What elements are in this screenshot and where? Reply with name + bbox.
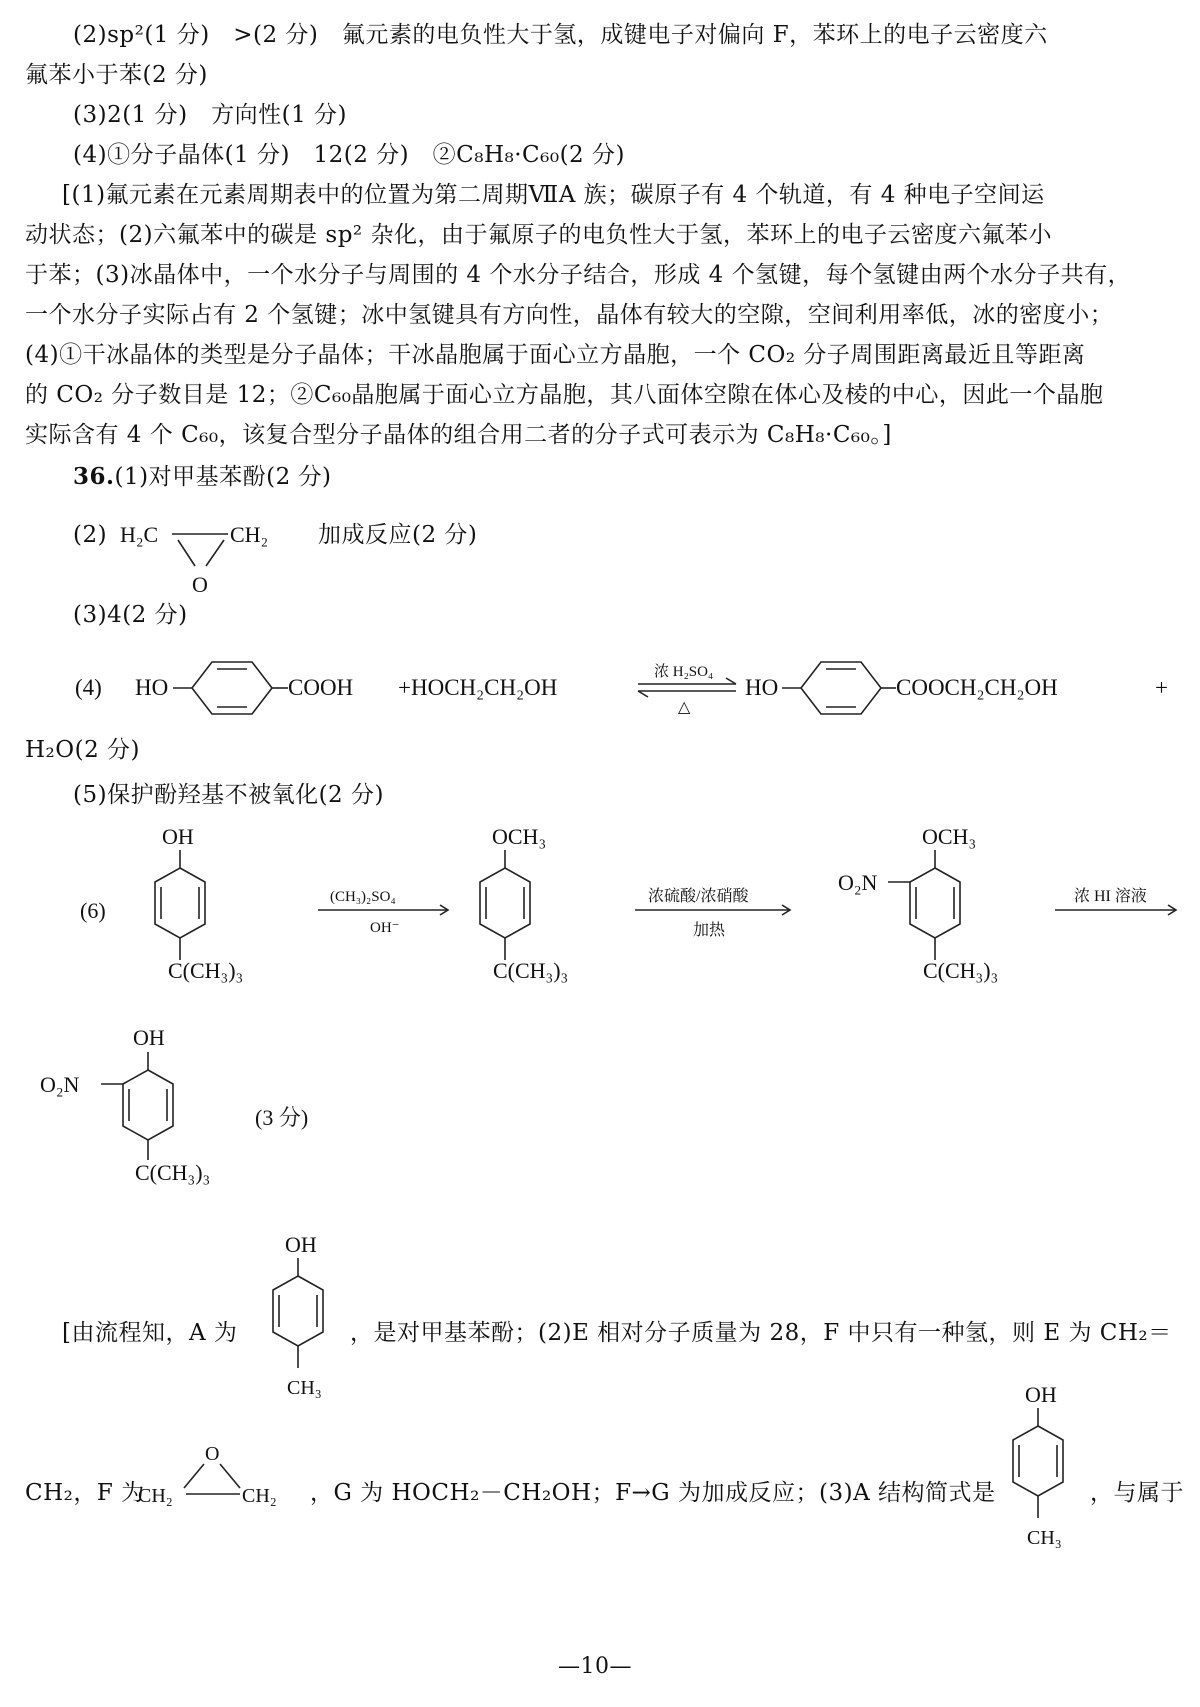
q36-part5: (5)保护酚羟基不被氧化(2 分) xyxy=(73,782,384,808)
h2c-label: H₂C xyxy=(120,522,159,547)
q36-part3: (3)4(2 分) xyxy=(73,602,188,628)
q36-part1-text: (1)对甲基苯酚(2 分) xyxy=(114,464,332,490)
oh-label: OH xyxy=(162,824,194,849)
q36-part4-water: H₂O(2 分) xyxy=(25,737,141,763)
oh-label: OH xyxy=(133,1025,165,1050)
part6-score: (3 分) xyxy=(255,1105,309,1130)
condition-h2so4: 浓 H₂SO₄ xyxy=(654,664,714,680)
q36-explanation-1a: [由流程知，A 为 xyxy=(62,1320,238,1346)
q36-explanation-2c: ，与属于 xyxy=(1090,1480,1184,1506)
q36-explanation-2a: CH₂，F 为 xyxy=(25,1480,145,1506)
arrow1-reagent: (CH₃)₂SO₄ xyxy=(330,889,396,905)
q36-part1 xyxy=(73,462,332,492)
q35-explanation-line: 的 CO₂ 分子数目是 12；②C₆₀晶胞属于面心立方晶胞，其八面体空隙在体心及棱的中心，因此一个晶胞 xyxy=(25,382,1104,408)
tert-butyl-label: C(CH₃)₃ xyxy=(135,1160,211,1185)
arrow1-condition: OH⁻ xyxy=(370,920,400,936)
oh-label: OH xyxy=(1025,1382,1057,1407)
q35-explanation-line: 一个水分子实际占有 2 个氢键；冰中氢键具有方向性，晶体有较大的空隙，空间利用率低，冰的密度小； xyxy=(25,302,1114,328)
q35-answer-4: (4)①分子晶体(1 分) 12(2 分) ②C₈H₈·C₆₀(2 分) xyxy=(73,142,625,168)
nitro-label: O₂N xyxy=(40,1072,80,1097)
q35-answer-3: (3)2(1 分) 方向性(1 分) xyxy=(73,102,347,128)
q36-part2-label: (2) xyxy=(73,522,108,548)
cooh-group: COOH xyxy=(288,675,354,700)
benzene-ring xyxy=(1013,1426,1063,1496)
q36-explanation-1b: ，是对甲基苯酚；(2)E 相对分子质量为 28，F 中只有一种氢，则 E 为 CH₂＝ xyxy=(350,1320,1172,1346)
q35-explanation-line: 于苯；(3)冰晶体中，一个水分子与周围的 4 个水分子结合，形成 4 个氢键，每个氢键由两个水分子共有， xyxy=(25,262,1132,288)
ethylene-oxide-structure xyxy=(138,1432,313,1512)
och3-label: OCH₃ xyxy=(492,824,547,849)
ethylene-glycol: +HOCH₂CH₂OH xyxy=(398,675,558,700)
tert-butyl-label: C(CH₃)₃ xyxy=(493,958,569,983)
condition-heat: △ xyxy=(678,699,691,716)
p-cresol-structure xyxy=(255,1228,345,1428)
o-label: O xyxy=(192,572,208,597)
q35-explanation-line: (4)①干冰晶体的类型是分子晶体；干冰晶胞属于面心立方晶胞，一个 CO₂ 分子周围距离最近且等距离 xyxy=(25,342,1086,368)
ethylene-oxide-structure xyxy=(120,510,290,600)
q35-answer-2: (2)sp²(1 分) >(2 分) 氟元素的电负性大于氢，成键电子对偏向 F，苯环上的电子云密度六 xyxy=(73,22,1048,48)
tert-butyl-label: C(CH₃)₃ xyxy=(923,958,999,983)
part6-label: (6) xyxy=(80,898,106,923)
ho-group: HO xyxy=(135,675,169,700)
tert-butyl-label: C(CH₃)₃ xyxy=(168,958,244,983)
q36-part2-text: 加成反应(2 分) xyxy=(318,522,478,548)
ch2-label: CH₂ xyxy=(138,1485,173,1507)
ch2-label: CH₂ xyxy=(230,522,269,547)
q35-explanation-line: 实际含有 4 个 C₆₀，该复合型分子晶体的组合用二者的分子式可表示为 C₈H₈·C₆₀。] xyxy=(25,422,892,448)
arrow2-condition: 加热 xyxy=(693,922,726,939)
q35-explanation-line: 动状态；(2)六氟苯中的碳是 sp² 杂化，由于氟原子的电负性大于氢，苯环上的电子云密度六氟苯小 xyxy=(25,222,1052,248)
ho-group-product: HO xyxy=(745,675,779,700)
q36-explanation-2b: ，G 为 HOCH₂－CH₂OH；F→G 为加成反应；(3)A 结构简式是 xyxy=(310,1480,996,1506)
ester-group: COOCH₂CH₂OH xyxy=(896,675,1058,700)
synthesis-route xyxy=(0,820,1200,1240)
methyl-label: CH₃ xyxy=(1027,1527,1062,1549)
q35-answer-2-cont: 氟苯小于苯(2 分) xyxy=(25,62,208,88)
page-number: —10— xyxy=(558,1654,632,1679)
ch2-label: CH₂ xyxy=(242,1485,277,1507)
methyl-label: CH₃ xyxy=(287,1377,322,1399)
o-label: O xyxy=(205,1443,220,1465)
q35-explanation-line: [(1)氟元素在元素周期表中的位置为第二周期ⅦA 族；碳原子有 4 个轨道，有 4 种电子空间运 xyxy=(62,182,1045,208)
arrow2-reagent: 浓硫酸/浓硝酸 xyxy=(648,888,749,905)
plus-sign: + xyxy=(1155,675,1168,700)
question-number: 36. xyxy=(73,463,115,490)
co-bond-left xyxy=(178,540,195,566)
oh-label: OH xyxy=(285,1232,317,1257)
benzene-ring xyxy=(123,1070,173,1140)
och3-label: OCH₃ xyxy=(922,824,977,849)
part4-label: (4) xyxy=(75,675,102,700)
benzene-ring xyxy=(480,868,530,938)
esterification-equation xyxy=(70,650,1200,730)
benzene-ring xyxy=(910,868,960,938)
benzene-ring xyxy=(155,868,205,938)
benzene-ring xyxy=(273,1276,323,1346)
arrow3-reagent: 浓 HI 溶液 xyxy=(1074,888,1147,905)
nitro-label: O₂N xyxy=(838,870,878,895)
p-cresol-structure xyxy=(995,1378,1085,1578)
co-bond-right xyxy=(206,540,224,566)
